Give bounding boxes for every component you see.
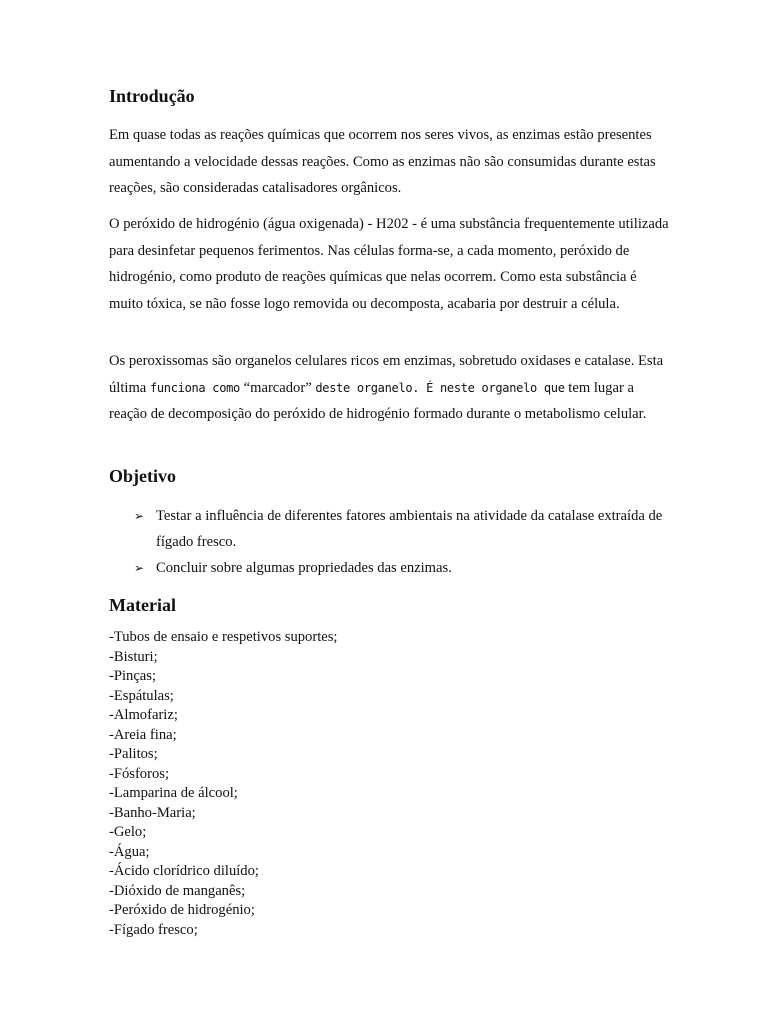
arrowhead-icon: ➢ <box>134 509 145 523</box>
intro-paragraph-3 <box>109 348 669 428</box>
list-item: -Dióxido de manganês; <box>109 882 246 899</box>
objective-item-1: Testar a influência de diferentes fatores ambientais na atividade da catalase extraída de fígado fresco. <box>156 508 663 550</box>
list-item: -Peróxido de hidrogénio; <box>109 902 255 918</box>
list-item: -Água; <box>109 843 150 860</box>
objective-list <box>134 503 674 581</box>
intro-p3-mono-a: funciona como <box>149 380 240 395</box>
list-item: -Gelo; <box>109 824 147 840</box>
arrowhead-icon: ➢ <box>134 561 145 575</box>
objective-heading: Objetivo <box>109 466 176 486</box>
intro-p3-mono-b: deste organelo. É neste organelo que <box>315 380 565 395</box>
list-item: -Areia fina; <box>109 726 177 743</box>
list-item: -Lamparina de álcool; <box>109 785 238 801</box>
list-item <box>134 555 674 581</box>
list-item: -Bisturi; <box>109 648 158 665</box>
material-list <box>109 628 337 940</box>
list-item: -Ácido clorídrico diluído; <box>109 863 259 879</box>
list-item: -Espátulas; <box>109 687 174 704</box>
intro-p3-quote: “marcador” <box>239 379 316 396</box>
list-item: -Palitos; <box>109 746 158 762</box>
list-item: -Fígado fresco; <box>109 921 198 938</box>
list-item: -Almofariz; <box>109 707 178 723</box>
intro-p3-text-a: Os peroxissomas são organelos celulares ricos em enzimas, sobretudo oxidases e catalase. Esta última <box>109 353 664 396</box>
list-item: -Tubos de ensaio e respetivos suportes; <box>109 629 338 645</box>
intro-paragraph-1: Em quase todas as reações químicas que ocorrem nos seres vivos, as enzimas estão presentes aumentando a velocidade dessas reações. Como as enzimas não são consumidas durante estas reações, são consideradas catalisadores orgânicos. <box>109 127 656 196</box>
list-item: -Pinças; <box>109 668 157 684</box>
intro-paragraph-2: O peróxido de hidrogénio (água oxigenada) - H202 - é uma substância frequentemente utilizada para desinfetar pequenos ferimentos. Nas células forma-se, a cada momento, peróxido de hidrogénio, como produto de reações químicas que nelas ocorrem. Como esta substância é muito tóxica, se não fosse logo removida ou decomposta, acabaria por destruir a célula. <box>109 216 669 312</box>
intro-heading: Introdução <box>109 86 195 106</box>
intro-p3-text-b: tem lugar a reação de decomposição do peróxido de hidrogénio formado durante o metabolismo celular. <box>109 379 647 422</box>
list-item <box>134 503 674 555</box>
list-item: -Banho-Maria; <box>109 804 196 821</box>
list-item: -Fósforos; <box>109 765 169 782</box>
material-heading: Material <box>109 595 176 615</box>
objective-item-2: Concluir sobre algumas propriedades das enzimas. <box>156 560 452 576</box>
